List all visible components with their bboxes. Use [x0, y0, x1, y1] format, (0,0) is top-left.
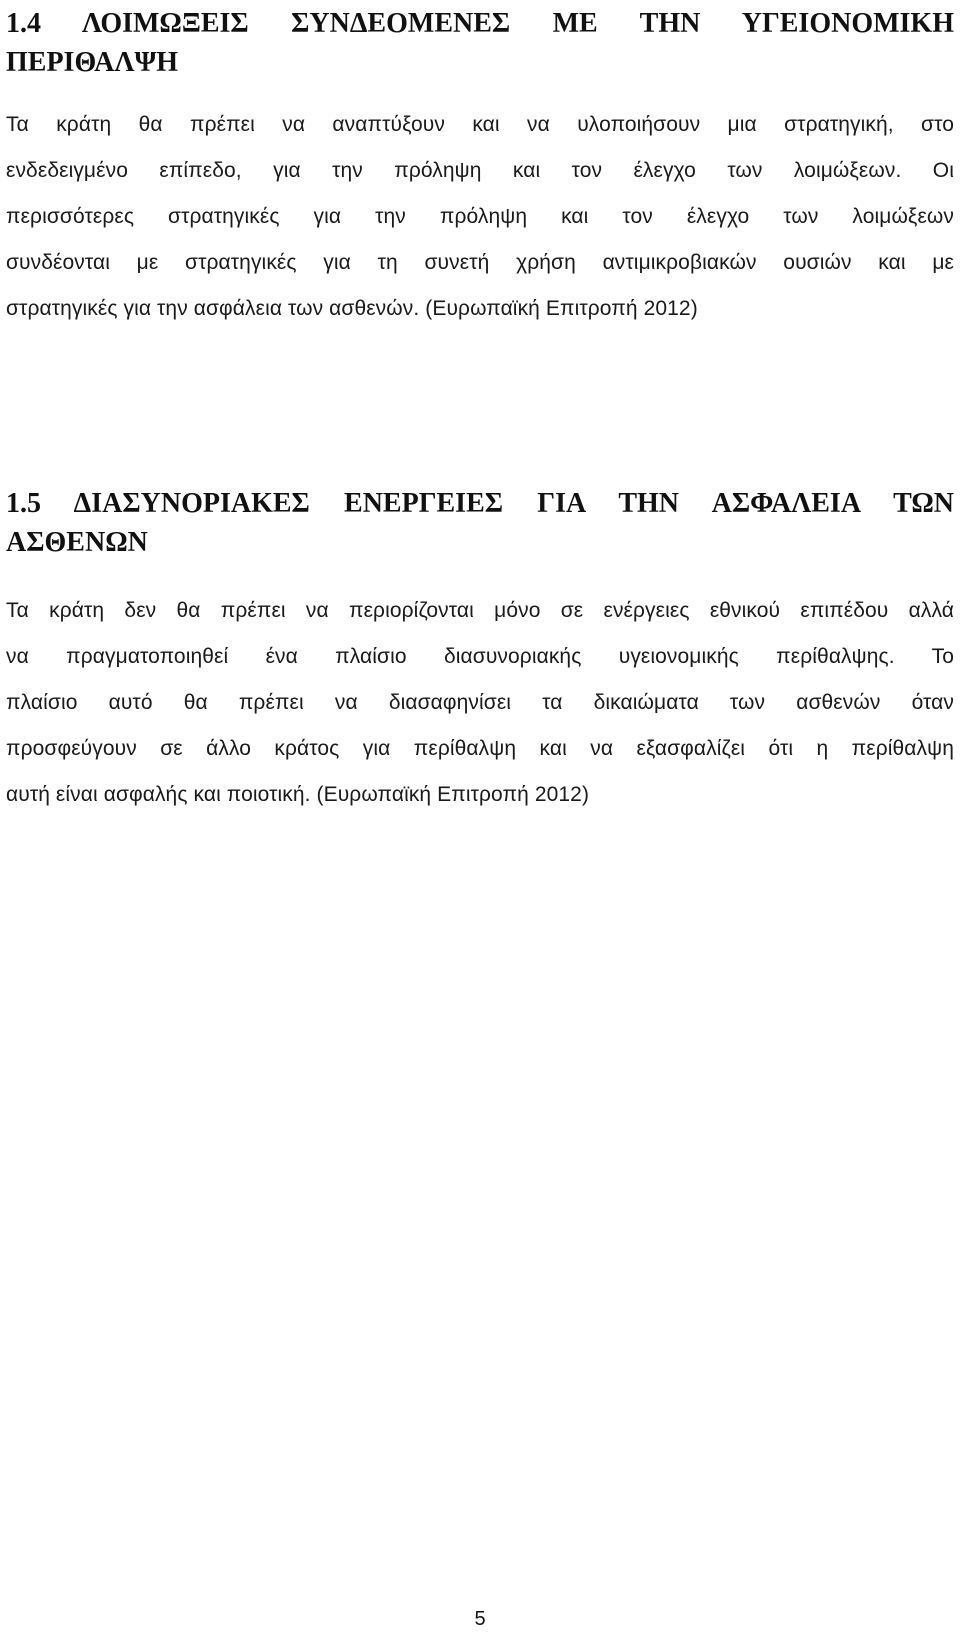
heading-line: 1.4 ΛΟΙΜΩΞΕΙΣ ΣΥΝΔΕΟΜΕΝΕΣ ΜΕ ΤΗΝ ΥΓΕΙΟΝΟΜΙΚΗ — [6, 8, 954, 39]
heading-line: ΠΕΡΙΘΑΛΨΗ — [6, 47, 179, 78]
paragraph-line: προσφεύγουν σε άλλο κράτος για περίθαλψη και να εξασφαλίζει ότι η περίθαλψη — [6, 737, 954, 760]
heading-line: 1.5 ΔΙΑΣΥΝΟΡΙΑΚΕΣ ΕΝΕΡΓΕΙΕΣ ΓΙΑ ΤΗΝ ΑΣΦΑΛΕΙΑ ΤΩΝ — [6, 488, 954, 519]
section-paragraph — [6, 588, 954, 818]
page-number: 5 — [474, 1608, 486, 1630]
paragraph-line: αυτή είναι ασφαλής και ποιοτική. (Ευρωπαϊκή Επιτροπή 2012) — [6, 783, 590, 806]
heading-line: ΑΣΘΕΝΩΝ — [6, 527, 148, 558]
paragraph-line: να πραγματοποιηθεί ένα πλαίσιο διασυνοριακής υγειονομικής περίθαλψης. Το — [6, 645, 954, 668]
paragraph-line: πλαίσιο αυτό θα πρέπει να διασαφηνίσει τα δικαιώματα των ασθενών όταν — [6, 691, 954, 714]
paragraph-line: Τα κράτη θα πρέπει να αναπτύξουν και να υλοποιήσουν μια στρατηγική, στο — [6, 113, 954, 136]
paragraph-line: στρατηγικές για την ασφάλεια των ασθενών. (Ευρωπαϊκή Επιτροπή 2012) — [6, 297, 698, 320]
section-heading — [6, 0, 954, 82]
paragraph-line: ενδεδειγμένο επίπεδο, για την πρόληψη και τον έλεγχο των λοιμώξεων. Οι — [6, 159, 954, 182]
paragraph-line: περισσότερες στρατηγικές για την πρόληψη και τον έλεγχο των λοιμώξεων — [6, 205, 954, 228]
paragraph-line: συνδέονται με στρατηγικές για τη συνετή χρήση αντιμικροβιακών ουσιών και με — [6, 251, 954, 274]
section-paragraph — [6, 102, 954, 332]
section-1-5 — [6, 484, 954, 818]
section-heading — [6, 484, 954, 562]
paragraph-line: Τα κράτη δεν θα πρέπει να περιορίζονται μόνο σε ενέργειες εθνικού επιπέδου αλλά — [6, 599, 954, 622]
section-1-4 — [6, 0, 954, 332]
